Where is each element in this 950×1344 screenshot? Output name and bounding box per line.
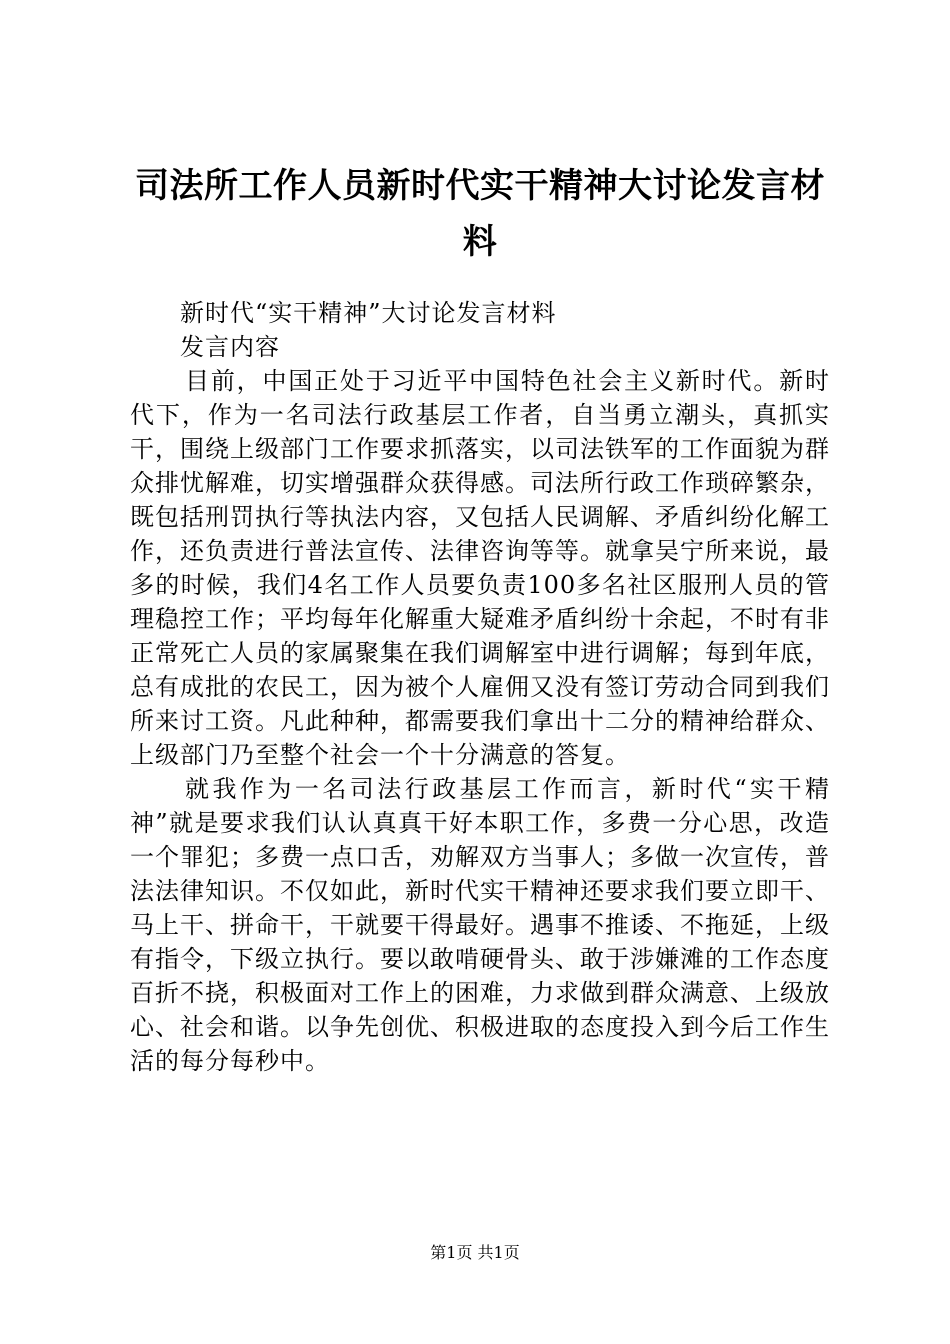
body-paragraph-2: 就我作为一名司法行政基层工作而言，新时代“实干精神”就是要求我们认认真真干好本职工作，多费一分心思，改造一个罪犯；多费一点口舌，劝解双方当事人；多做一次宣传，普法法律知识。不仅如此，新时代实干精神还要求我们要立即干、马上干、拼命干，干就要干得最好。遇事不推诿、不拖延，上级有指令，下级立执行。要以敢啃硬骨头、敢于涉嫌滩的工作态度百折不挠，积极面对工作上的困难，力求做到群众满意、上级放心、社会和谐。以争先创优、积极进取的态度投入到今后工作生活的每分每秒中。 (130, 775, 830, 1075)
document-body (130, 296, 830, 1078)
document-subtitle: 新时代“实干精神”大讨论发言材料 (180, 299, 557, 327)
body-paragraph-1: 目前，中国正处于习近平中国特色社会主义新时代。新时代下，作为一名司法行政基层工作者，自当勇立潮头，真抓实干，围绕上级部门工作要求抓落实，以司法铁军的工作面貌为群众排忧解难，切实增强群众获得感。司法所行政工作琐碎繁杂，既包括刑罚执行等执法内容，又包括人民调解、矛盾纠纷化解工作，还负责进行普法宣传、法律咨询等等。就拿吴宁所来说，最多的时候，我们4名工作人员要负责100多名社区服刑人员的管理稳控工作；平均每年化解重大疑难矛盾纠纷十余起，不时有非正常死亡人员的家属聚集在我们调解室中进行调解；每到年底，总有成批的农民工，因为被个人雇佣又没有签订劳动合同到我们所来讨工资。凡此种种，都需要我们拿出十二分的精神给群众、上级部门乃至整个社会一个十分满意的答复。 (130, 367, 830, 769)
document-title: 司法所工作人员新时代实干精神大讨论发言材料 (135, 166, 825, 262)
section-label: 发言内容 (180, 333, 280, 361)
page-footer: 第1页 共1页 (430, 1243, 520, 1262)
